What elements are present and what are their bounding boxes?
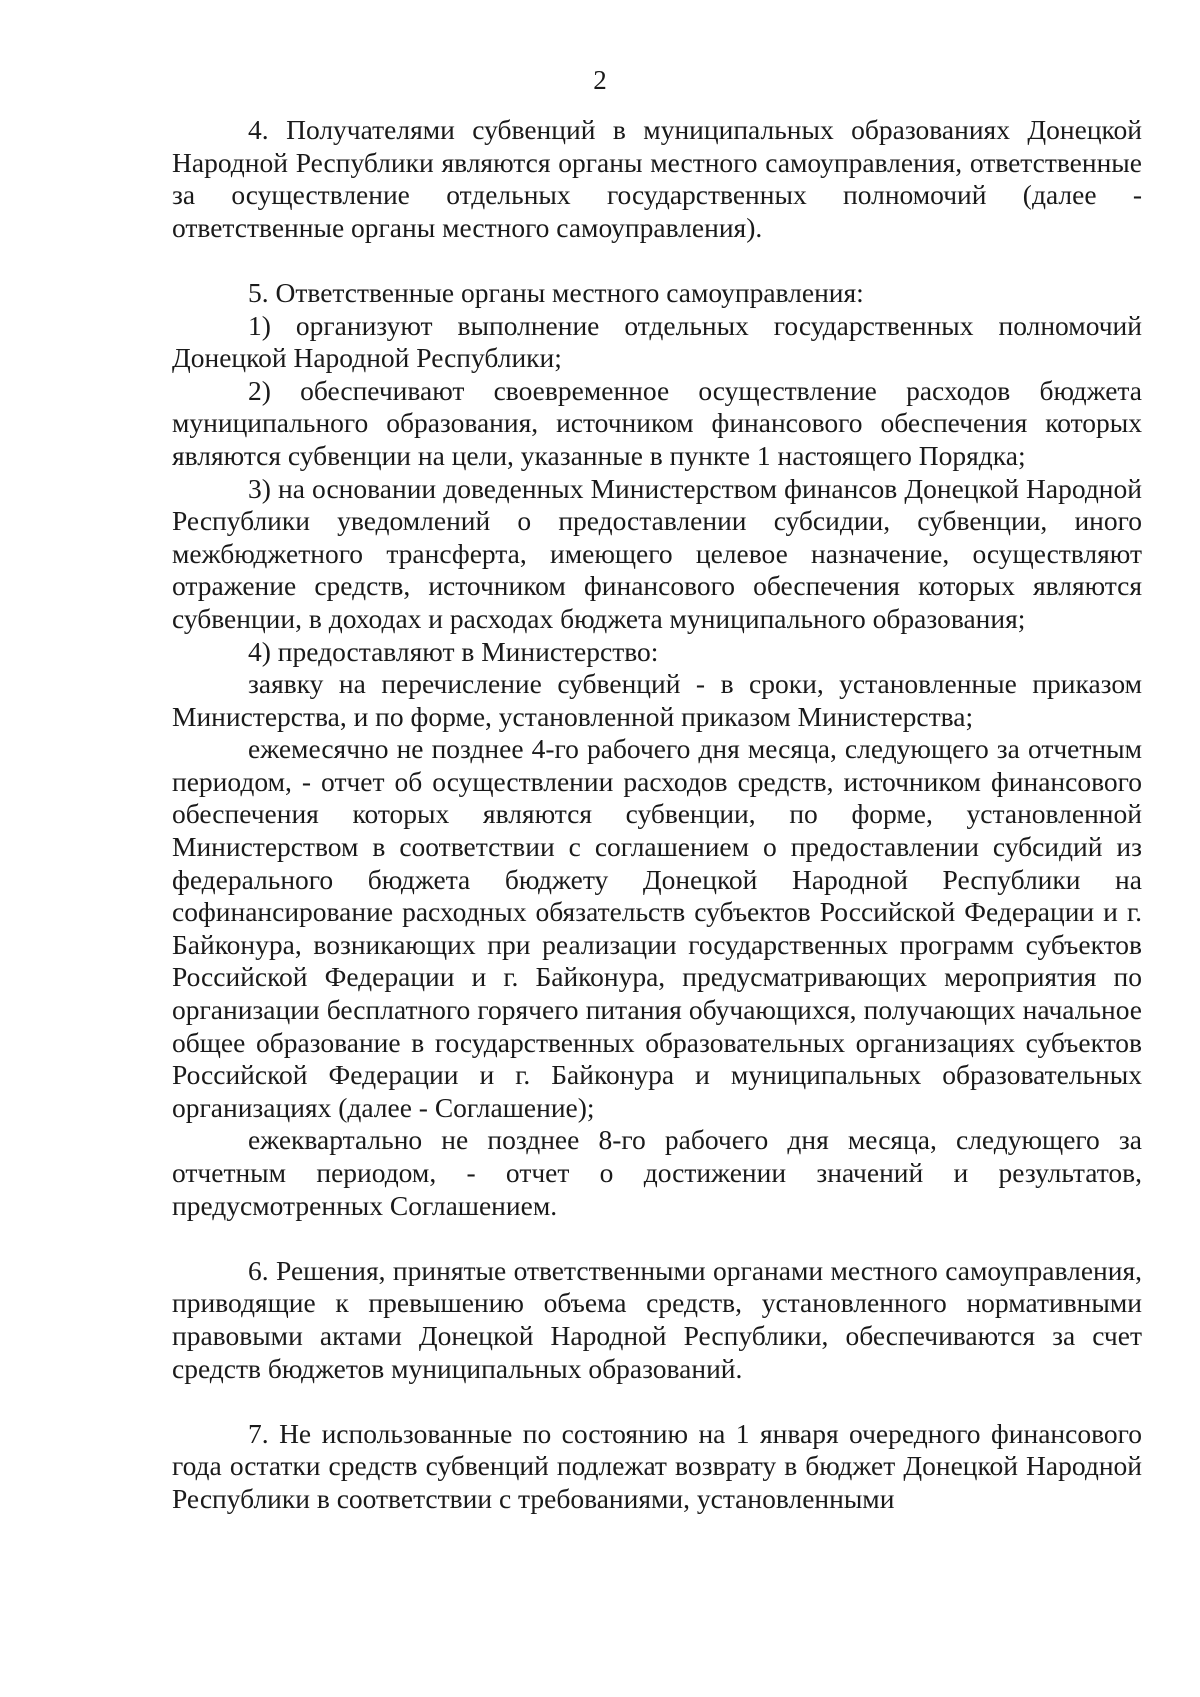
paragraph-5-item-2: 2) обеспечивают своевременное осуществление расходов бюджета муниципального образования, источником финансового обеспечения которых являются субвенции на цели, указанные в пункте 1 настоящего Порядка;	[172, 374, 1142, 471]
document-body	[172, 114, 1142, 1516]
paragraph-4: 4. Получателями субвенций в муниципальных образованиях Донецкой Народной Республики являются органы местного самоуправления, ответственные за осуществление отдельных государственных полномочий (далее - ответственные органы местного самоуправления).	[172, 114, 1142, 243]
paragraph-5: 5. Ответственные органы местного самоуправления:	[248, 276, 864, 308]
paragraph-5-item-4-application: заявку на перечисление субвенций - в сроки, установленные приказом Министерства, и по форме, установленной приказом Министерства;	[172, 668, 1142, 732]
paragraph-5-item-4-monthly-report: ежемесячно не позднее 4-го рабочего дня месяца, следующего за отчетным периодом, - отчет об осуществлении расходов средств, источником финансового обеспечения которых являются субвенции, по форме, установленной Министерством в соответствии с соглашением о предоставлении субсидий из федерального бюджета бюджету Донецкой Народной Республики на софинансирование расходных обязательств субъектов Российской Федерации и г. Байконура, возникающих при реализации государственных программ субъектов Российской Федерации и г. Байконура, предусматривающих мероприятия по организации бесплатного горячего питания обучающихся, получающих начальное общее образование в государственных образовательных организациях субъектов Российской Федерации и г. Байконура и муниципальных образовательных организациях (далее - Соглашение);	[172, 733, 1142, 1123]
paragraph-5-item-1: 1) организуют выполнение отдельных государственных полномочий Донецкой Народной Республики;	[172, 309, 1142, 374]
paragraph-5-item-4: 4) предоставляют в Министерство:	[248, 635, 659, 667]
paragraph-gap	[172, 1385, 1142, 1418]
paragraph-gap	[172, 244, 1142, 277]
paragraph-5-item-4-quarterly-report: ежеквартально не позднее 8-го рабочего дня месяца, следующего за отчетным периодом, - отчет о достижении значений и результатов, предусмотренных Соглашением.	[172, 1124, 1142, 1221]
paragraph-6: 6. Решения, принятые ответственными органами местного самоуправления, приводящие к превышению объема средств, установленного нормативными правовыми актами Донецкой Народной Республики, обеспечиваются за счет средств бюджетов муниципальных образований.	[172, 1254, 1142, 1384]
paragraph-gap	[172, 1222, 1142, 1255]
page-number: 2	[593, 65, 607, 95]
paragraph-5-item-3: 3) на основании доведенных Министерством финансов Донецкой Народной Республики уведомлений о предоставлении субсидии, субвенции, иного межбюджетного трансферта, имеющего целевое назначение, осуществляют отражение средств, источником финансового обеспечения которых являются субвенции, в доходах и расходах бюджета муниципального образования;	[172, 472, 1142, 634]
paragraph-7: 7. Не использованные по состоянию на 1 января очередного финансового года остатки средств субвенций подлежат возврату в бюджет Донецкой Народной Республики в соответствии с требованиями, установленными	[172, 1417, 1142, 1514]
